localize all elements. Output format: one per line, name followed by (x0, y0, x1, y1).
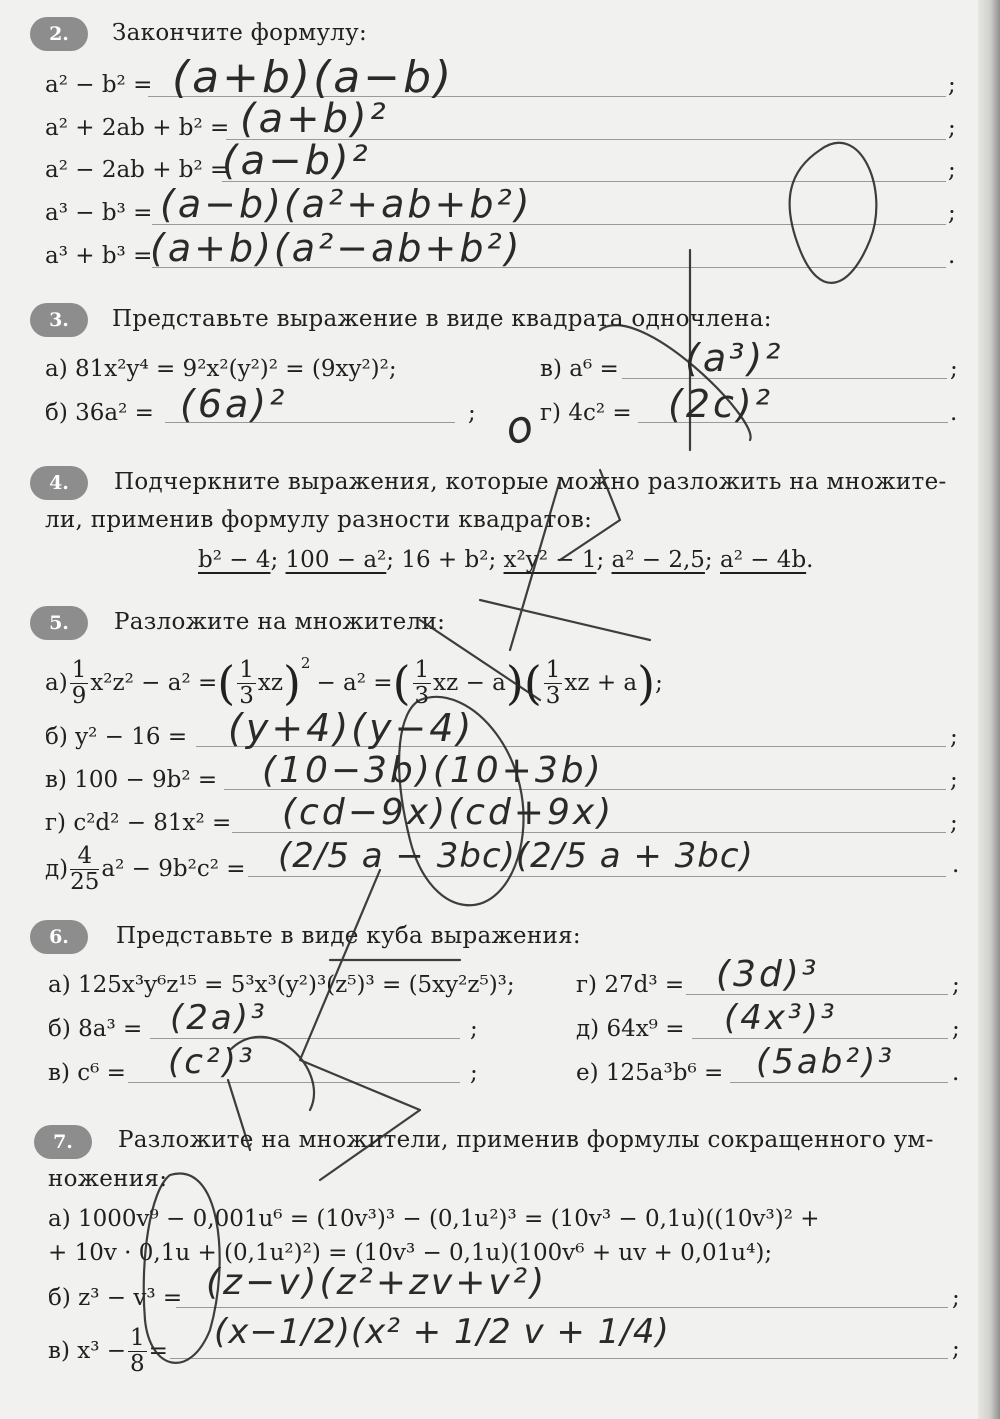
handwritten-answer: (a³)² (685, 336, 784, 380)
line-end: . (952, 1060, 960, 1086)
overlay-stroke (399, 697, 523, 905)
numerator: 4 (70, 844, 99, 869)
formula-lhs: б) 8a³ = (48, 1016, 143, 1042)
numerator: 1 (414, 657, 430, 684)
formula-lhs: б) 36a² = (45, 400, 154, 426)
item-label: а) (45, 670, 68, 696)
handwritten-answer: (cd−9x)(cd+9x) (282, 792, 615, 833)
line-end: ; (948, 157, 956, 183)
separator: ; (704, 547, 720, 573)
line-end: ; (948, 115, 956, 141)
handwritten-answer: (2/5 a − 3bc)(2/5 a + 3bc) (278, 836, 754, 876)
task-number-badge: 4. (30, 466, 88, 500)
handwritten-answer: (a+b)(a²−ab+b²) (150, 226, 523, 270)
expression-text: − a² = (316, 670, 393, 696)
denominator: 3 (414, 682, 430, 709)
overlay-stroke (790, 143, 877, 283)
handwritten-answer: (a+b)(a−b) (172, 52, 455, 103)
line-end: ; (950, 810, 958, 836)
overlay-stroke (300, 870, 420, 1180)
expression-text: в) x³ − (48, 1338, 127, 1364)
formula-lhs: д) 64x⁹ = (576, 1016, 685, 1042)
handwritten-answer: (4x³)³ (724, 998, 838, 1038)
overlay-stroke (560, 470, 620, 560)
expression-underlined: 100 − a² (285, 547, 387, 573)
task-number-badge: 6. (30, 920, 88, 954)
denominator: 3 (545, 682, 561, 709)
numerator: 1 (545, 657, 561, 684)
handwritten-answer: (x−1/2)(x² + 1/2 v + 1/4) (214, 1312, 670, 1352)
formula-lhs: б) y² − 16 = (45, 724, 188, 750)
task-number-badge: 7. (34, 1125, 92, 1159)
overlay-stroke (480, 480, 650, 650)
example-solution-line2: + 10v · 0,1u + (0,1u²)²) = (10v³ − 0,1u)(100v⁶ + uv + 0,01u⁴); (48, 1240, 773, 1266)
line-end: ; (468, 400, 476, 426)
numerator: 1 (239, 657, 254, 684)
overlay-stroke (144, 1173, 220, 1362)
formula-lhs: a³ − b³ = (45, 200, 153, 226)
expression-underlined: a² − 4b (719, 547, 807, 573)
paren: ) (282, 656, 301, 710)
expression-text: = (148, 1338, 168, 1364)
separator: . (806, 547, 814, 573)
task-title: Разложите на множители: (114, 609, 446, 635)
task-title-line2: ножения: (48, 1166, 168, 1192)
line-end: ; (948, 72, 956, 98)
expression-text: xz + a (564, 670, 638, 696)
numerator: 1 (71, 657, 87, 684)
task-number-badge: 3. (30, 303, 88, 337)
task-title: Представьте выражение в виде квадрата одночлена: (112, 306, 772, 332)
expression-text: x²z² − a² = (90, 670, 218, 696)
task-title-line1: Подчеркните выражения, которые можно разложить на множите- (114, 469, 947, 495)
handwritten-answer: (c²)³ (168, 1042, 256, 1082)
line-end: ; (950, 356, 958, 382)
expression-text: a² − 9b²c² = (101, 856, 246, 882)
handwritten-answer: (a−b)(a²+ab+b²) (160, 182, 533, 226)
formula-lhs: б) z³ − v³ = (48, 1285, 183, 1311)
denominator: 3 (239, 682, 254, 709)
formula-lhs: a² + 2ab + b² = (45, 115, 230, 141)
line-end: . (952, 852, 960, 878)
overlay-stroke (230, 1037, 314, 1110)
task-number-badge: 5. (30, 606, 88, 640)
formula-lhs: е) 125a³b⁶ = (576, 1060, 724, 1086)
expression-underlined: a² − 2,5 (611, 547, 705, 573)
separator: ; (596, 547, 612, 573)
task-title-line1: Разложите на множители, применив формулы сокращенного ум- (118, 1127, 934, 1153)
paren: ( (217, 656, 236, 710)
overlay-stroke (420, 620, 540, 700)
formula-lhs: г) 4c² = (540, 400, 632, 426)
line-end: ; (470, 1060, 478, 1086)
task-title: Представьте в виде куба выражения: (116, 923, 581, 949)
paren: ) (637, 656, 656, 710)
paren: ( (392, 656, 411, 710)
line-end: ; (952, 1336, 960, 1362)
expression-text: xz − a (433, 670, 506, 696)
line-end: ; (655, 670, 663, 696)
line-end: ; (948, 200, 956, 226)
example-solution: а) 81x²y⁴ = 9²x²(y²)² = (9xy²)²; (45, 356, 397, 382)
expression: 16 + b² (401, 547, 489, 573)
line-end: ; (950, 724, 958, 750)
handwritten-answer: (a+b)² (240, 96, 389, 142)
item-label: д) (45, 856, 69, 882)
expression-text: xz (257, 670, 283, 696)
handwritten-answer: (2c)² (668, 382, 773, 426)
numerator: 1 (130, 1325, 145, 1352)
line-end: ; (952, 972, 960, 998)
overlay-stroke (600, 325, 751, 440)
exponent: 2 (300, 654, 311, 672)
formula-lhs: г) 27d³ = (576, 972, 685, 998)
line-end: ; (952, 1016, 960, 1042)
handwritten-answer: (z−v)(z²+zv+v²) (206, 1262, 548, 1303)
task-title: Закончите формулу: (112, 20, 368, 46)
line-end: ; (950, 767, 958, 793)
line-end: ; (952, 1285, 960, 1311)
formula-lhs: a² − 2ab + b² = (45, 157, 230, 183)
separator: ; (488, 547, 504, 573)
separator: ; (270, 547, 286, 573)
denominator: 9 (71, 682, 87, 709)
paren: )( (505, 656, 542, 710)
line-end: ; (470, 1016, 478, 1042)
expression-underlined: b² − 4 (198, 547, 271, 573)
handwritten-answer: (2a)³ (170, 998, 268, 1038)
line-end: . (950, 400, 958, 426)
separator: ; (386, 547, 402, 573)
handwritten-answer: (y+4)(y−4) (228, 706, 475, 750)
formula-lhs: в) c⁶ = (48, 1060, 126, 1086)
example-solution-line1: а) 1000v⁹ − 0,001u⁶ = (10v³)³ − (0,1u²)³ = (10v³ − 0,1u)((10v³)² + (48, 1206, 820, 1232)
expression-underlined: x²y² − 1 (503, 547, 597, 573)
handwritten-answer: (a−b)² (222, 138, 371, 184)
formula-lhs: a³ + b³ = (45, 243, 153, 269)
example-solution: а) 125x³y⁶z¹⁵ = 5³x³(y²)³(z⁵)³ = (5xy²z⁵)³; (48, 972, 515, 998)
denominator: 8 (130, 1350, 145, 1377)
formula-lhs: a² − b² = (45, 72, 153, 98)
overlay-o-letter: o (499, 399, 539, 456)
formula-lhs: в) a⁶ = (540, 356, 619, 382)
handwritten-answer: (3d)³ (716, 954, 820, 995)
line-end: . (948, 243, 956, 269)
task-number-badge: 2. (30, 17, 88, 51)
handwritten-answer: (6a)² (180, 382, 288, 426)
denominator: 25 (70, 868, 100, 895)
formula-lhs: г) c²d² − 81x² = (45, 810, 232, 836)
overlay-stroke (228, 1080, 250, 1150)
handwritten-answer: (5ab²)³ (756, 1042, 895, 1082)
formula-lhs: в) 100 − 9b² = (45, 767, 218, 793)
task-title-line2: ли, применив формулу разности квадратов: (45, 507, 593, 533)
handwritten-answer: (10−3b)(10+3b) (262, 750, 604, 791)
